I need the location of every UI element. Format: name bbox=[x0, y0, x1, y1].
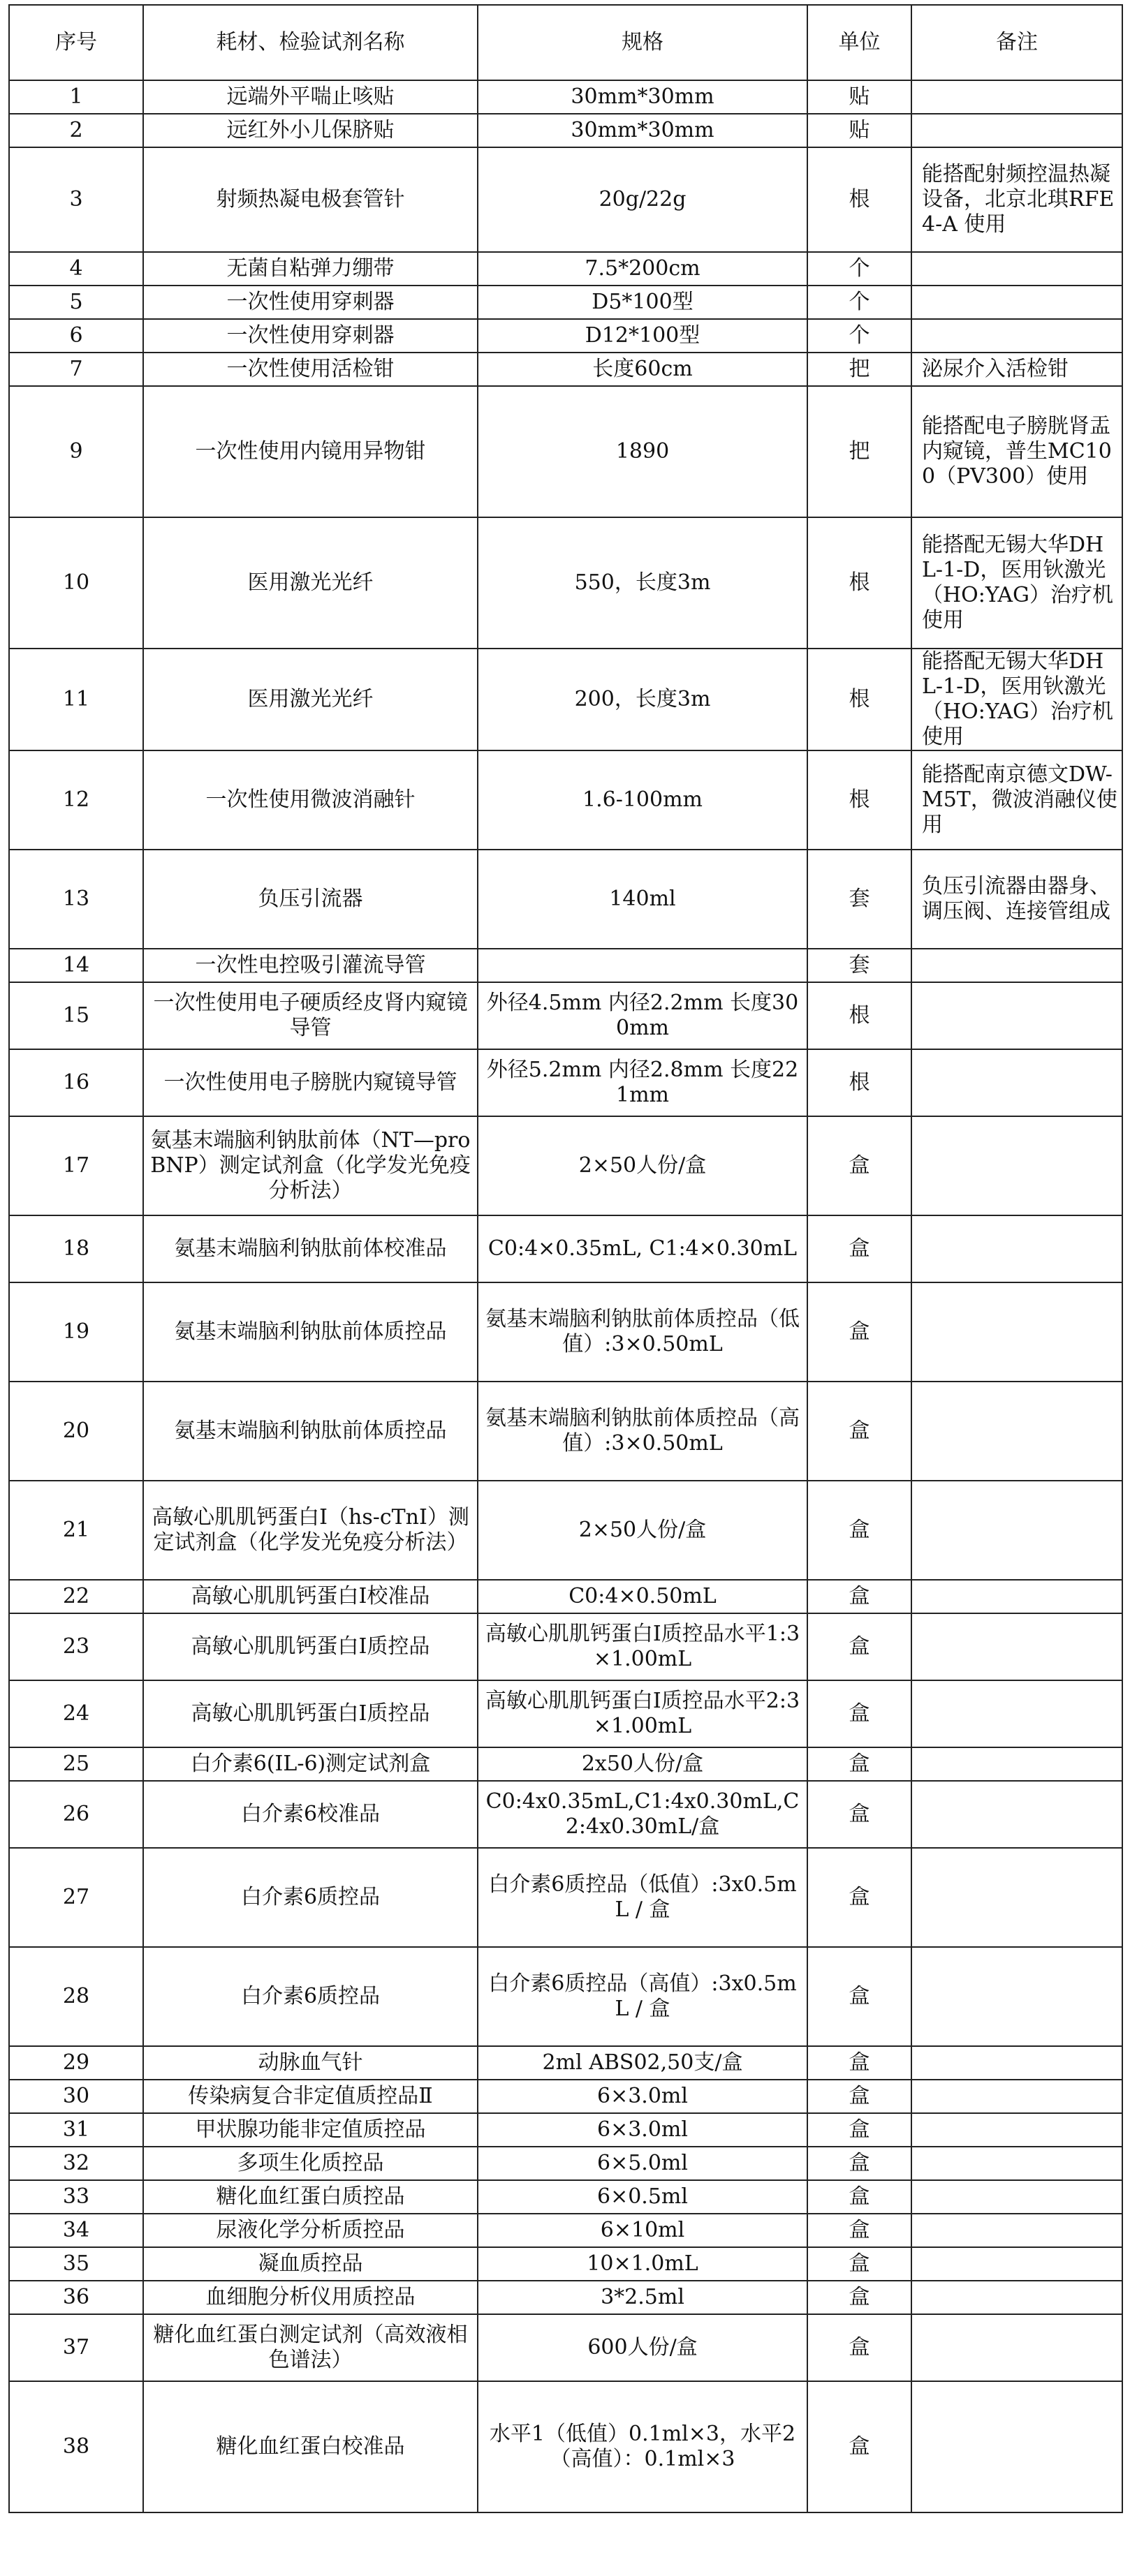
cell-unit: 盒 bbox=[807, 2281, 911, 2314]
cell-note bbox=[911, 1481, 1122, 1580]
table-row bbox=[9, 1215, 1122, 1282]
table-row bbox=[9, 386, 1122, 517]
cell-name: 无菌自粘弹力绷带 bbox=[143, 252, 478, 286]
cell-name: 氨基末端脑利钠肽前体校准品 bbox=[143, 1215, 478, 1282]
cell-no: 26 bbox=[9, 1781, 143, 1848]
header-no: 序号 bbox=[9, 5, 143, 80]
cell-no: 11 bbox=[9, 649, 143, 750]
cell-unit: 盒 bbox=[807, 2147, 911, 2180]
cell-no: 17 bbox=[9, 1116, 143, 1215]
cell-spec: 白介素6质控品（高值）:3x0.5mL / 盒 bbox=[478, 1947, 807, 2046]
cell-spec: 6×5.0ml bbox=[478, 2147, 807, 2180]
cell-unit: 个 bbox=[807, 286, 911, 319]
cell-name: 一次性使用微波消融针 bbox=[143, 750, 478, 850]
table-row bbox=[9, 2214, 1122, 2247]
table-row bbox=[9, 750, 1122, 850]
table-row bbox=[9, 1481, 1122, 1580]
table-row bbox=[9, 949, 1122, 982]
cell-note bbox=[911, 1781, 1122, 1848]
table-row bbox=[9, 1049, 1122, 1116]
cell-spec: 6×10ml bbox=[478, 2214, 807, 2247]
table-row bbox=[9, 80, 1122, 114]
cell-spec: 6×3.0ml bbox=[478, 2080, 807, 2113]
cell-name: 白介素6(IL-6)测定试剂盒 bbox=[143, 1747, 478, 1781]
table-body bbox=[9, 80, 1122, 2512]
document-page bbox=[8, 4, 1123, 2513]
cell-spec: 白介素6质控品（低值）:3x0.5mL / 盒 bbox=[478, 1848, 807, 1947]
cell-name: 尿液化学分析质控品 bbox=[143, 2214, 478, 2247]
cell-note bbox=[911, 2381, 1122, 2512]
table-row bbox=[9, 286, 1122, 319]
cell-name: 一次性使用内镜用异物钳 bbox=[143, 386, 478, 517]
table-row bbox=[9, 1680, 1122, 1747]
cell-name: 一次性电控吸引灌流导管 bbox=[143, 949, 478, 982]
cell-spec: 外径4.5mm 内径2.2mm 长度300mm bbox=[478, 982, 807, 1049]
cell-unit: 盒 bbox=[807, 2381, 911, 2512]
cell-spec: 20g/22g bbox=[478, 147, 807, 252]
cell-no: 10 bbox=[9, 517, 143, 649]
cell-unit: 盒 bbox=[807, 2314, 911, 2381]
table-row bbox=[9, 850, 1122, 949]
cell-no: 22 bbox=[9, 1580, 143, 1613]
cell-name: 高敏心肌肌钙蛋白I质控品 bbox=[143, 1613, 478, 1680]
cell-note bbox=[911, 2113, 1122, 2147]
table-row bbox=[9, 2180, 1122, 2214]
cell-name: 射频热凝电极套管针 bbox=[143, 147, 478, 252]
cell-note bbox=[911, 1747, 1122, 1781]
cell-name: 一次性使用穿刺器 bbox=[143, 286, 478, 319]
cell-no: 20 bbox=[9, 1382, 143, 1481]
cell-note: 能搭配无锡大华DHL-1-D，医用钬激光（HO:YAG）治疗机使用 bbox=[911, 649, 1122, 750]
cell-unit: 根 bbox=[807, 982, 911, 1049]
cell-unit: 盒 bbox=[807, 1580, 911, 1613]
cell-no: 28 bbox=[9, 1947, 143, 2046]
cell-note bbox=[911, 1049, 1122, 1116]
cell-no: 6 bbox=[9, 319, 143, 353]
cell-unit: 根 bbox=[807, 1049, 911, 1116]
cell-note bbox=[911, 80, 1122, 114]
cell-spec: 水平1（低值）0.1ml×3，水平2（高值）：0.1ml×3 bbox=[478, 2381, 807, 2512]
table-row bbox=[9, 2381, 1122, 2512]
cell-name: 远端外平喘止咳贴 bbox=[143, 80, 478, 114]
cell-no: 2 bbox=[9, 114, 143, 147]
cell-spec: 2×50人份/盒 bbox=[478, 1481, 807, 1580]
table-row bbox=[9, 252, 1122, 286]
header-note: 备注 bbox=[911, 5, 1122, 80]
cell-unit: 盒 bbox=[807, 1747, 911, 1781]
cell-note bbox=[911, 286, 1122, 319]
cell-unit: 盒 bbox=[807, 1680, 911, 1747]
cell-note bbox=[911, 2046, 1122, 2080]
cell-note: 能搭配电子膀胱肾盂内窥镜，普生MC100（PV300）使用 bbox=[911, 386, 1122, 517]
cell-no: 9 bbox=[9, 386, 143, 517]
table-row bbox=[9, 2281, 1122, 2314]
cell-unit: 盒 bbox=[807, 2247, 911, 2281]
table-row bbox=[9, 1947, 1122, 2046]
cell-name: 甲状腺功能非定值质控品 bbox=[143, 2113, 478, 2147]
cell-spec: 6×0.5ml bbox=[478, 2180, 807, 2214]
cell-name: 白介素6质控品 bbox=[143, 1848, 478, 1947]
cell-unit: 个 bbox=[807, 319, 911, 353]
cell-note bbox=[911, 2180, 1122, 2214]
cell-note bbox=[911, 319, 1122, 353]
cell-no: 4 bbox=[9, 252, 143, 286]
header-row bbox=[9, 5, 1122, 80]
cell-name: 白介素6校准品 bbox=[143, 1781, 478, 1848]
cell-spec: 6×3.0ml bbox=[478, 2113, 807, 2147]
cell-note bbox=[911, 1382, 1122, 1481]
cell-name: 医用激光光纤 bbox=[143, 517, 478, 649]
cell-note: 负压引流器由器身、调压阀、连接管组成 bbox=[911, 850, 1122, 949]
cell-unit: 个 bbox=[807, 252, 911, 286]
table-row bbox=[9, 1781, 1122, 1848]
cell-note: 能搭配无锡大华DHL-1-D，医用钬激光（HO:YAG）治疗机使用 bbox=[911, 517, 1122, 649]
cell-no: 25 bbox=[9, 1747, 143, 1781]
cell-no: 27 bbox=[9, 1848, 143, 1947]
cell-spec: D12*100型 bbox=[478, 319, 807, 353]
cell-spec: C0:4×0.50mL bbox=[478, 1580, 807, 1613]
cell-no: 30 bbox=[9, 2080, 143, 2113]
cell-note bbox=[911, 2147, 1122, 2180]
cell-no: 23 bbox=[9, 1613, 143, 1680]
cell-note bbox=[911, 1282, 1122, 1382]
cell-unit: 盒 bbox=[807, 1781, 911, 1848]
cell-unit: 根 bbox=[807, 750, 911, 850]
cell-no: 36 bbox=[9, 2281, 143, 2314]
cell-unit: 把 bbox=[807, 386, 911, 517]
cell-no: 12 bbox=[9, 750, 143, 850]
cell-no: 15 bbox=[9, 982, 143, 1049]
cell-no: 13 bbox=[9, 850, 143, 949]
cell-name: 高敏心肌肌钙蛋白I质控品 bbox=[143, 1680, 478, 1747]
cell-name: 多项生化质控品 bbox=[143, 2147, 478, 2180]
cell-spec: 2ml ABS02,50支/盒 bbox=[478, 2046, 807, 2080]
cell-note bbox=[911, 1947, 1122, 2046]
cell-no: 19 bbox=[9, 1282, 143, 1382]
cell-note bbox=[911, 2214, 1122, 2247]
cell-spec: C0:4x0.35mL,C1:4x0.30mL,C2:4x0.30mL/盒 bbox=[478, 1781, 807, 1848]
cell-name: 高敏心肌肌钙蛋白I校准品 bbox=[143, 1580, 478, 1613]
cell-name: 远红外小儿保脐贴 bbox=[143, 114, 478, 147]
cell-spec: 1890 bbox=[478, 386, 807, 517]
cell-unit: 盒 bbox=[807, 2080, 911, 2113]
cell-unit: 盒 bbox=[807, 1481, 911, 1580]
cell-note bbox=[911, 2281, 1122, 2314]
cell-unit: 盒 bbox=[807, 1116, 911, 1215]
cell-spec: 600人份/盒 bbox=[478, 2314, 807, 2381]
table-row bbox=[9, 1848, 1122, 1947]
cell-note bbox=[911, 1680, 1122, 1747]
cell-unit: 盒 bbox=[807, 1215, 911, 1282]
cell-no: 14 bbox=[9, 949, 143, 982]
cell-spec: 2x50人份/盒 bbox=[478, 1747, 807, 1781]
cell-note bbox=[911, 1580, 1122, 1613]
cell-unit: 盒 bbox=[807, 2113, 911, 2147]
cell-name: 一次性使用电子膀胱内窥镜导管 bbox=[143, 1049, 478, 1116]
cell-name: 糖化血红蛋白质控品 bbox=[143, 2180, 478, 2214]
cell-name: 一次性使用活检钳 bbox=[143, 353, 478, 386]
cell-spec bbox=[478, 949, 807, 982]
cell-unit: 盒 bbox=[807, 1382, 911, 1481]
cell-name: 传染病复合非定值质控品Ⅱ bbox=[143, 2080, 478, 2113]
cell-name: 氨基末端脑利钠肽前体质控品 bbox=[143, 1282, 478, 1382]
cell-name: 医用激光光纤 bbox=[143, 649, 478, 750]
cell-name: 糖化血红蛋白校准品 bbox=[143, 2381, 478, 2512]
table-row bbox=[9, 2147, 1122, 2180]
cell-unit: 套 bbox=[807, 949, 911, 982]
cell-note bbox=[911, 2314, 1122, 2381]
table-row bbox=[9, 2247, 1122, 2281]
cell-unit: 盒 bbox=[807, 1848, 911, 1947]
cell-unit: 盒 bbox=[807, 1947, 911, 2046]
cell-spec: C0:4×0.35mL, C1:4×0.30mL bbox=[478, 1215, 807, 1282]
cell-no: 32 bbox=[9, 2147, 143, 2180]
table-row bbox=[9, 114, 1122, 147]
cell-name: 凝血质控品 bbox=[143, 2247, 478, 2281]
table-row bbox=[9, 1613, 1122, 1680]
cell-note bbox=[911, 2080, 1122, 2113]
table-row bbox=[9, 649, 1122, 750]
cell-no: 1 bbox=[9, 80, 143, 114]
cell-note bbox=[911, 1215, 1122, 1282]
cell-spec: 550，长度3m bbox=[478, 517, 807, 649]
cell-note: 能搭配南京德文DW-M5T，微波消融仪使用 bbox=[911, 750, 1122, 850]
cell-spec: 140ml bbox=[478, 850, 807, 949]
cell-name: 氨基末端脑利钠肽前体质控品 bbox=[143, 1382, 478, 1481]
cell-no: 34 bbox=[9, 2214, 143, 2247]
cell-no: 37 bbox=[9, 2314, 143, 2381]
header-name: 耗材、检验试剂名称 bbox=[143, 5, 478, 80]
cell-unit: 盒 bbox=[807, 2180, 911, 2214]
cell-spec: 10×1.0mL bbox=[478, 2247, 807, 2281]
cell-unit: 根 bbox=[807, 517, 911, 649]
cell-name: 一次性使用穿刺器 bbox=[143, 319, 478, 353]
cell-no: 3 bbox=[9, 147, 143, 252]
table-row bbox=[9, 2080, 1122, 2113]
cell-note: 能搭配射频控温热凝设备，北京北琪RFE4-A 使用 bbox=[911, 147, 1122, 252]
table-row bbox=[9, 1282, 1122, 1382]
cell-unit: 根 bbox=[807, 147, 911, 252]
header-unit: 单位 bbox=[807, 5, 911, 80]
cell-no: 16 bbox=[9, 1049, 143, 1116]
cell-name: 动脉血气针 bbox=[143, 2046, 478, 2080]
cell-spec: 氨基末端脑利钠肽前体质控品（低值）:3×0.50mL bbox=[478, 1282, 807, 1382]
table-row bbox=[9, 1580, 1122, 1613]
cell-note: 泌尿介入活检钳 bbox=[911, 353, 1122, 386]
cell-unit: 贴 bbox=[807, 114, 911, 147]
cell-name: 血细胞分析仪用质控品 bbox=[143, 2281, 478, 2314]
cell-note bbox=[911, 949, 1122, 982]
header-spec: 规格 bbox=[478, 5, 807, 80]
cell-unit: 盒 bbox=[807, 2214, 911, 2247]
cell-spec: 30mm*30mm bbox=[478, 80, 807, 114]
cell-name: 高敏心肌肌钙蛋白I（hs-cTnI）测定试剂盒（化学发光免疫分析法） bbox=[143, 1481, 478, 1580]
cell-no: 5 bbox=[9, 286, 143, 319]
cell-name: 糖化血红蛋白测定试剂（高效液相色谱法） bbox=[143, 2314, 478, 2381]
table-row bbox=[9, 147, 1122, 252]
table-row bbox=[9, 1747, 1122, 1781]
cell-no: 24 bbox=[9, 1680, 143, 1747]
cell-unit: 盒 bbox=[807, 2046, 911, 2080]
cell-unit: 套 bbox=[807, 850, 911, 949]
cell-spec: 1.6-100mm bbox=[478, 750, 807, 850]
cell-no: 7 bbox=[9, 353, 143, 386]
table-row bbox=[9, 1116, 1122, 1215]
table-row bbox=[9, 1382, 1122, 1481]
cell-unit: 盒 bbox=[807, 1613, 911, 1680]
cell-name: 一次性使用电子硬质经皮肾内窥镜导管 bbox=[143, 982, 478, 1049]
cell-no: 21 bbox=[9, 1481, 143, 1580]
table-row bbox=[9, 2314, 1122, 2381]
cell-spec: 7.5*200cm bbox=[478, 252, 807, 286]
cell-spec: 高敏心肌肌钙蛋白I质控品水平2:3×1.00mL bbox=[478, 1680, 807, 1747]
table-row bbox=[9, 353, 1122, 386]
cell-spec: 3*2.5ml bbox=[478, 2281, 807, 2314]
cell-no: 35 bbox=[9, 2247, 143, 2281]
cell-spec: 30mm*30mm bbox=[478, 114, 807, 147]
cell-no: 33 bbox=[9, 2180, 143, 2214]
cell-note bbox=[911, 982, 1122, 1049]
table-row bbox=[9, 2046, 1122, 2080]
cell-no: 38 bbox=[9, 2381, 143, 2512]
cell-no: 31 bbox=[9, 2113, 143, 2147]
cell-spec: 氨基末端脑利钠肽前体质控品（高值）:3×0.50mL bbox=[478, 1382, 807, 1481]
cell-spec: 高敏心肌肌钙蛋白I质控品水平1:3×1.00mL bbox=[478, 1613, 807, 1680]
cell-unit: 贴 bbox=[807, 80, 911, 114]
cell-spec: 外径5.2mm 内径2.8mm 长度221mm bbox=[478, 1049, 807, 1116]
cell-note bbox=[911, 2247, 1122, 2281]
cell-name: 氨基末端脑利钠肽前体（NT—proBNP）测定试剂盒（化学发光免疫分析法） bbox=[143, 1116, 478, 1215]
cell-spec: 长度60cm bbox=[478, 353, 807, 386]
cell-spec: 2×50人份/盒 bbox=[478, 1116, 807, 1215]
cell-note bbox=[911, 252, 1122, 286]
cell-spec: D5*100型 bbox=[478, 286, 807, 319]
cell-unit: 把 bbox=[807, 353, 911, 386]
cell-note bbox=[911, 1116, 1122, 1215]
cell-name: 负压引流器 bbox=[143, 850, 478, 949]
cell-spec: 200，长度3m bbox=[478, 649, 807, 750]
cell-unit: 盒 bbox=[807, 1282, 911, 1382]
cell-note bbox=[911, 1848, 1122, 1947]
table-row bbox=[9, 319, 1122, 353]
table-row bbox=[9, 517, 1122, 649]
cell-note bbox=[911, 114, 1122, 147]
cell-note bbox=[911, 1613, 1122, 1680]
supplies-table bbox=[8, 4, 1123, 2513]
cell-no: 18 bbox=[9, 1215, 143, 1282]
table-row bbox=[9, 982, 1122, 1049]
cell-unit: 根 bbox=[807, 649, 911, 750]
table-row bbox=[9, 2113, 1122, 2147]
cell-name: 白介素6质控品 bbox=[143, 1947, 478, 2046]
cell-no: 29 bbox=[9, 2046, 143, 2080]
